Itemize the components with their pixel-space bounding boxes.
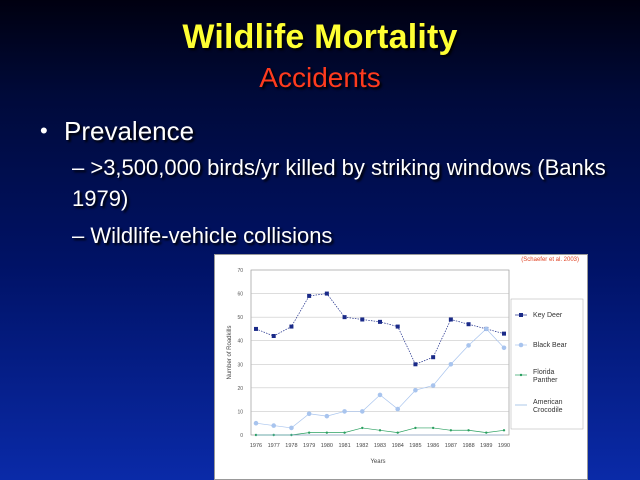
point-key-deer (254, 327, 258, 331)
x-tick-label: 1980 (320, 443, 333, 449)
legend-label-american-crocodile: American Crocodile (533, 399, 563, 414)
point-key-deer (467, 322, 471, 326)
point-key-deer (502, 332, 506, 336)
x-tick-label: 1990 (497, 443, 511, 449)
y-tick-label: 30 (237, 362, 243, 369)
x-tick-label: 1989 (480, 443, 493, 449)
x-tick-label: 1986 (427, 443, 440, 449)
x-tick-label: 1977 (267, 443, 280, 449)
x-tick-label: 1981 (338, 443, 351, 449)
chart-svg (215, 255, 587, 479)
y-tick-label: 50 (237, 315, 243, 322)
point-key-deer (272, 334, 276, 338)
x-tick-label: 1988 (462, 443, 475, 449)
roadkill-chart (214, 254, 588, 480)
x-tick-label: 1987 (444, 443, 457, 449)
point-black-bear (484, 327, 489, 332)
x-tick-label: 1978 (285, 443, 298, 449)
legend-label-black-bear: Black Bear (533, 342, 567, 349)
point-florida-panther (503, 429, 505, 431)
y-tick-label: 70 (237, 268, 243, 274)
sub-bullet-birds: – >3,500,000 birds/yr killed by striking windows (Banks 1979) (72, 155, 606, 211)
x-tick-label: 1984 (391, 443, 404, 449)
point-black-bear (307, 411, 312, 416)
point-black-bear (289, 426, 294, 431)
point-florida-panther (343, 431, 345, 433)
y-tick-label: 60 (237, 291, 243, 298)
x-axis-label: Years (370, 459, 386, 465)
point-key-deer (413, 362, 417, 366)
bullet-prevalence: Prevalence (64, 116, 195, 146)
point-florida-panther (361, 427, 363, 429)
x-tick-label: 1976 (249, 443, 263, 449)
legend-label-key-deer: Key Deer (533, 312, 563, 319)
point-florida-panther (450, 429, 452, 431)
y-tick-label: 0 (240, 433, 243, 439)
point-florida-panther (432, 427, 434, 429)
point-black-bear (254, 421, 259, 426)
sub-bullet-vehicles: – Wildlife-vehicle collisions (72, 223, 333, 248)
point-black-bear (502, 345, 507, 350)
legend-label-florida-panther: Florida Panther (533, 369, 558, 384)
slide-title: Wildlife Mortality (182, 18, 458, 56)
point-key-deer (378, 320, 382, 324)
point-black-bear (466, 343, 471, 348)
point-florida-panther (308, 431, 310, 433)
plot-area (251, 270, 509, 435)
point-black-bear (395, 407, 400, 412)
point-florida-panther (485, 431, 487, 433)
slide-subtitle: Accidents (259, 62, 381, 93)
point-key-deer (307, 294, 311, 298)
point-black-bear (413, 388, 418, 393)
bullet-marker: • (40, 118, 48, 143)
x-tick-label: 1982 (356, 443, 369, 449)
point-key-deer (396, 325, 400, 329)
point-key-deer (360, 318, 364, 322)
chart-citation: (Schaefer et al. 2003) (521, 257, 579, 263)
legend-marker-key-deer (519, 313, 523, 317)
point-black-bear (449, 362, 454, 367)
point-florida-panther (326, 431, 328, 433)
point-key-deer (449, 318, 453, 322)
point-key-deer (431, 355, 435, 359)
point-key-deer (289, 325, 293, 329)
y-axis-label: Number of Roadkills (227, 325, 233, 380)
point-black-bear (271, 423, 276, 428)
point-florida-panther (397, 431, 399, 433)
point-florida-panther (379, 429, 381, 431)
point-key-deer (343, 315, 347, 319)
x-tick-label: 1979 (303, 443, 316, 449)
y-tick-label: 10 (237, 409, 243, 416)
point-black-bear (342, 409, 347, 414)
point-black-bear (431, 383, 436, 388)
x-tick-label: 1983 (373, 443, 387, 449)
point-florida-panther (414, 427, 416, 429)
point-black-bear (378, 393, 383, 398)
x-tick-label: 1985 (409, 443, 422, 449)
point-black-bear (360, 409, 365, 414)
point-key-deer (325, 292, 329, 296)
y-tick-label: 20 (237, 385, 243, 392)
y-tick-label: 40 (237, 338, 243, 345)
legend-marker-florida-panther (520, 374, 522, 376)
legend-marker-black-bear (519, 343, 524, 348)
point-florida-panther (467, 429, 469, 431)
point-black-bear (325, 414, 330, 419)
